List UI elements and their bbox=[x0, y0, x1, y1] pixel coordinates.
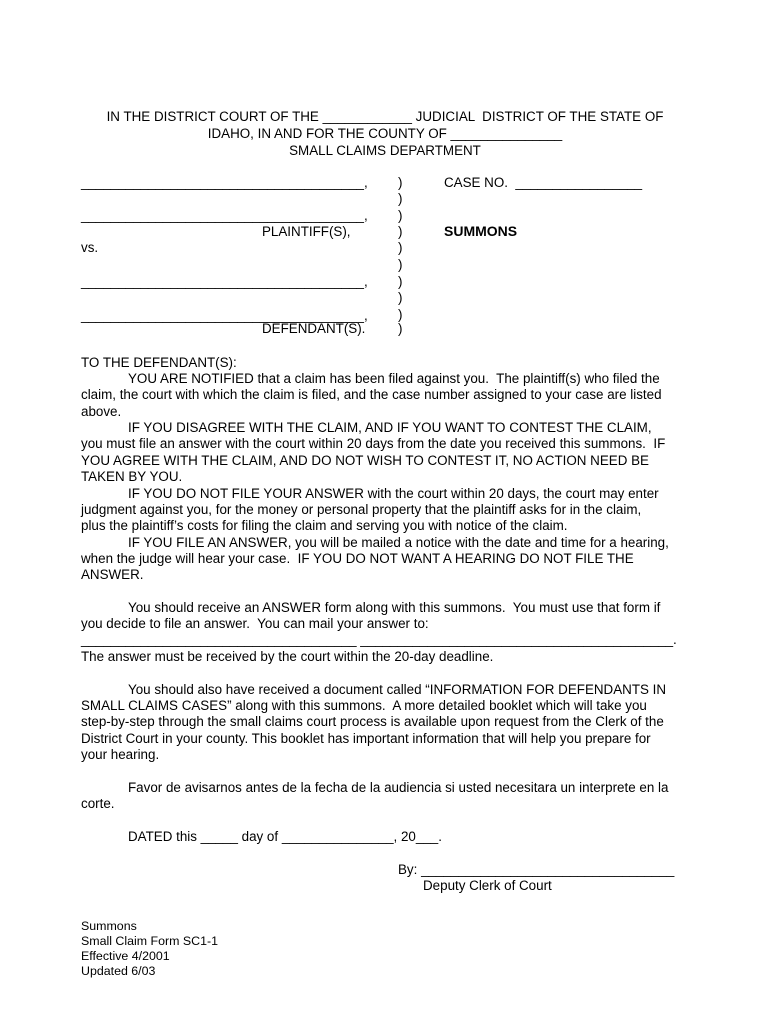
court-header-line-1: IN THE DISTRICT COURT OF THE ____________ JUDICIAL DISTRICT OF THE STATE OF bbox=[106, 109, 664, 124]
footer-effective-date: Effective 4/2001 bbox=[81, 949, 170, 963]
plaintiff-blank-2: ______________________________________, bbox=[81, 208, 368, 223]
dated-line: DATED this _____ day of _______________, 20___. bbox=[128, 829, 442, 844]
hearing-paragraph-line: IF YOU FILE AN ANSWER, you will be mailed a notice with the date and time for a hearing, bbox=[128, 535, 669, 550]
hearing-paragraph-line: when the judge will hear your case. IF YOU DO NOT WANT A HEARING DO NOT FILE THE bbox=[81, 551, 634, 566]
mailing-address-blank: _____________________________________ __________________________________________. bbox=[81, 632, 677, 647]
notice-paragraph-line: above. bbox=[81, 404, 122, 419]
caption-paren: ) bbox=[398, 321, 403, 336]
interpreter-notice-line: Favor de avisarnos antes de la fecha de la audiencia si usted necesitara un interprete en la bbox=[128, 780, 669, 795]
answer-form-paragraph-line: You should receive an ANSWER form along with this summons. You must use that form if bbox=[128, 600, 661, 615]
document-title: SUMMONS bbox=[444, 223, 518, 239]
no-answer-paragraph-line: judgment against you, for the money or personal property that the plaintiff asks for in the claim, bbox=[81, 502, 642, 517]
clerk-title: Deputy Clerk of Court bbox=[423, 878, 552, 893]
answer-form-paragraph-line: you decide to file an answer. You can mail your answer to: bbox=[81, 616, 429, 631]
answer-form-paragraph-line: The answer must be received by the court within the 20-day deadline. bbox=[81, 649, 494, 664]
caption-paren: ) bbox=[398, 290, 403, 305]
clerk-signature-line: By: __________________________________ bbox=[398, 862, 675, 877]
information-paragraph-line: District Court in your county. This booklet has important information that will help you prepare for bbox=[81, 731, 651, 746]
versus-label: vs. bbox=[81, 240, 99, 255]
notice-paragraph-line: claim, the court with which the claim is filed, and the case number assigned to your case are listed bbox=[81, 387, 662, 402]
contest-paragraph-line: you must file an answer with the court within 20 days from the date you received this summons. IF bbox=[81, 436, 666, 451]
plaintiff-label: PLAINTIFF(S), bbox=[262, 224, 351, 239]
footer-form-number: Small Claim Form SC1-1 bbox=[81, 934, 219, 948]
defendant-label: DEFENDANT(S). bbox=[262, 321, 366, 336]
court-header-line-2: IDAHO, IN AND FOR THE COUNTY OF _______________ bbox=[207, 126, 563, 141]
interpreter-notice-line: corte. bbox=[81, 796, 115, 811]
caption-paren: ) bbox=[398, 175, 403, 190]
contest-paragraph-line: IF YOU DISAGREE WITH THE CLAIM, AND IF YOU WANT TO CONTEST THE CLAIM, bbox=[128, 420, 652, 435]
caption-paren: ) bbox=[398, 208, 403, 223]
plaintiff-blank-1: ______________________________________, bbox=[81, 175, 368, 190]
defendant-blank-1: ______________________________________, bbox=[81, 274, 368, 289]
footer-form-name: Summons bbox=[81, 919, 137, 933]
information-paragraph-line: your hearing. bbox=[81, 747, 160, 762]
caption-paren: ) bbox=[398, 191, 403, 206]
caption-paren: ) bbox=[398, 307, 403, 322]
contest-paragraph-line: TAKEN BY YOU. bbox=[81, 469, 183, 484]
information-paragraph-line: SMALL CLAIMS CASES” along with this summons. A more detailed booklet which will take you bbox=[81, 698, 647, 713]
notice-paragraph-line: YOU ARE NOTIFIED that a claim has been filed against you. The plaintiff(s) who filed the bbox=[128, 371, 660, 386]
caption-paren: ) bbox=[398, 274, 403, 289]
to-defendant-heading: TO THE DEFENDANT(S): bbox=[81, 355, 237, 370]
caption-paren: ) bbox=[398, 257, 403, 272]
no-answer-paragraph-line: IF YOU DO NOT FILE YOUR ANSWER with the court within 20 days, the court may enter bbox=[128, 486, 659, 501]
information-paragraph-line: You should also have received a document called “INFORMATION FOR DEFENDANTS IN bbox=[128, 682, 667, 697]
case-number-field: CASE NO. _________________ bbox=[444, 175, 643, 190]
no-answer-paragraph-line: plus the plaintiff’s costs for filing the claim and serving you with notice of the claim. bbox=[81, 518, 568, 533]
caption-paren: ) bbox=[398, 240, 403, 255]
court-header-line-3: SMALL CLAIMS DEPARTMENT bbox=[289, 143, 481, 158]
hearing-paragraph-line: ANSWER. bbox=[81, 567, 144, 582]
footer-updated-date: Updated 6/03 bbox=[81, 964, 156, 978]
contest-paragraph-line: YOU AGREE WITH THE CLAIM, AND DO NOT WISH TO CONTEST IT, NO ACTION NEED BE bbox=[81, 453, 649, 468]
caption-paren: ) bbox=[398, 224, 403, 239]
defendant-blank-2: ______________________________________, bbox=[81, 308, 368, 323]
information-paragraph-line: step-by-step through the small claims court process is available upon request from the Clerk of the bbox=[81, 714, 664, 729]
